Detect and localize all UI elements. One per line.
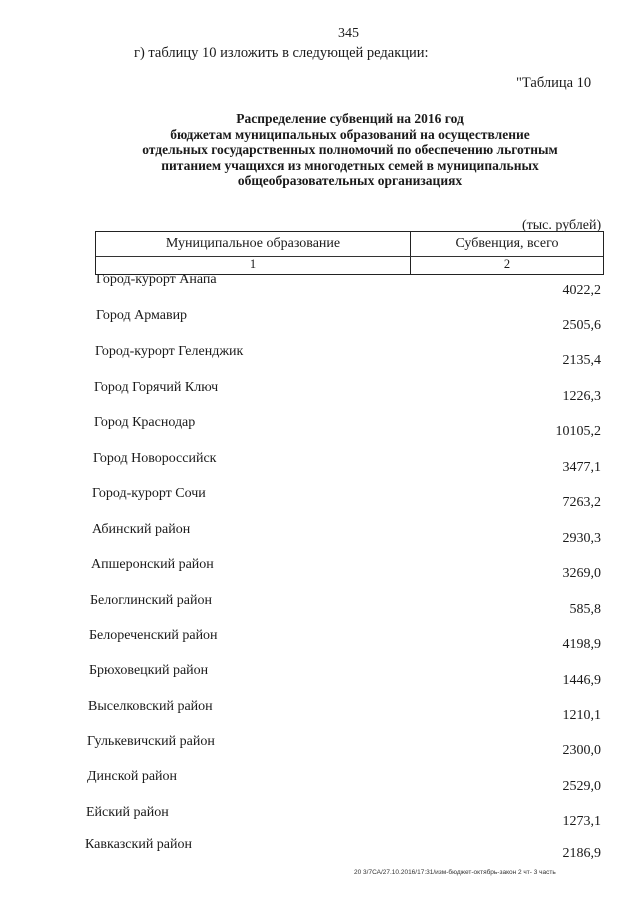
row-subvention: 1273,1: [562, 814, 601, 829]
row-municipality: Город Краснодар: [94, 415, 196, 430]
row-subvention: 4198,9: [562, 637, 601, 652]
row-subvention: 2300,0: [562, 743, 601, 758]
row-subvention: 10105,2: [555, 424, 601, 439]
row-municipality: Выселковский район: [88, 699, 213, 714]
row-subvention: 2930,3: [562, 531, 601, 546]
row-subvention: 2186,9: [562, 846, 601, 861]
row-municipality: Город-курорт Анапа: [96, 272, 217, 287]
header-municipality: Муниципальное образование: [165, 236, 341, 251]
header-subvention: Субвенция, всего: [455, 236, 559, 251]
title-line: бюджетам муниципальных образований на осуществление: [170, 126, 530, 142]
title-line: отдельных государственных полномочий по обеспечению льготным: [142, 142, 558, 157]
column-number-2: 2: [503, 257, 511, 271]
row-subvention: 4022,2: [562, 283, 601, 298]
row-subvention: 1226,3: [562, 389, 601, 404]
column-number-1: 1: [249, 257, 257, 271]
page-number: 345: [338, 26, 359, 41]
title-line: питанием учащихся из многодетных семей в муниципальных: [161, 157, 539, 173]
row-municipality: Ейский район: [86, 805, 169, 820]
row-municipality: Белореченский район: [89, 628, 218, 643]
row-municipality: Белоглинский район: [90, 593, 212, 608]
row-subvention: 2135,4: [562, 353, 601, 368]
row-municipality: Гулькевичский район: [87, 734, 215, 749]
row-municipality: Динской район: [87, 769, 178, 784]
row-subvention: 3477,1: [562, 460, 601, 475]
amendment-instruction: г) таблицу 10 изложить в следующей редакции:: [134, 45, 429, 61]
row-municipality: Абинский район: [92, 522, 191, 537]
units-note: (тыс. рублей): [522, 218, 602, 233]
row-subvention: 3269,0: [562, 566, 601, 581]
row-subvention: 2505,6: [562, 318, 601, 333]
row-municipality: Город Армавир: [96, 308, 188, 323]
row-municipality: Апшеронский район: [91, 557, 214, 572]
print-footer: 20 3/7СА/27.10.2016/17:31/изм-бюджет-октябрь-закон 2 чт- 3 часть: [354, 869, 556, 876]
row-municipality: Город-курорт Сочи: [92, 486, 206, 501]
row-municipality: Брюховецкий район: [89, 663, 209, 678]
title-line: Распределение субвенций на 2016 год: [236, 111, 464, 126]
row-municipality: Город Горячий Ключ: [94, 380, 219, 395]
row-subvention: 7263,2: [562, 495, 601, 510]
row-subvention: 1210,1: [562, 708, 601, 723]
table-label: "Таблица 10: [516, 75, 592, 91]
row-municipality: Кавказский район: [85, 837, 193, 852]
row-subvention: 1446,9: [562, 673, 601, 688]
row-subvention: 2529,0: [562, 779, 601, 794]
row-municipality: Город-курорт Геленджик: [95, 344, 244, 359]
row-subvention: 585,8: [569, 602, 601, 617]
row-municipality: Город Новороссийск: [93, 451, 217, 466]
title-line: общеобразовательных организациях: [237, 173, 463, 188]
